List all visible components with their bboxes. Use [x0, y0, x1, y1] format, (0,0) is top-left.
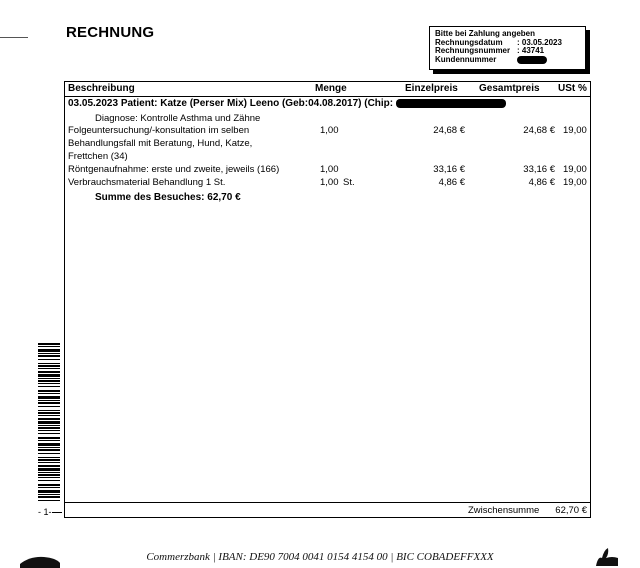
row-quantity: 1,00 — [320, 164, 339, 175]
invoice-table — [64, 81, 591, 518]
row-unit: St. — [343, 177, 355, 188]
customer-number-redaction — [517, 56, 547, 64]
row-vat: 19,00 — [563, 164, 587, 175]
page-number-rule — [52, 512, 62, 513]
col-description: Beschreibung — [68, 83, 135, 94]
customer-number-row — [435, 56, 580, 65]
payment-reference-box — [429, 26, 586, 70]
row-total: 4,86 € — [528, 177, 555, 188]
table-header — [65, 82, 590, 97]
row-vat: 19,00 — [563, 125, 587, 136]
col-quantity: Menge — [315, 83, 347, 94]
invoice-date-label: Rechnungsdatum — [435, 37, 503, 47]
page-edge-rule — [0, 37, 28, 38]
col-total-price: Gesamtpreis — [479, 83, 540, 94]
chip-number-redaction — [396, 99, 506, 108]
row-description-line: Behandlungsfall mit Beratung, Hund, Katze, — [68, 138, 253, 149]
row-quantity: 1,00 — [320, 125, 339, 136]
subtotal-label: Zwischensumme — [468, 505, 540, 516]
footer-logo-fragment — [20, 554, 60, 568]
bank-details: Commerzbank | IBAN: DE90 7004 0041 0154 4154 00 | BIC COBADEFFXXX — [146, 551, 494, 563]
payment-reference-heading: Bitte bei Zahlung angeben — [435, 29, 536, 38]
row-unit-price: 33,16 € — [433, 164, 465, 175]
row-description-line: Röntgenaufnahme: erste und zweite, jeweils (166) — [68, 164, 280, 175]
visit-header: 03.05.2023 Patient: Katze (Perser Mix) Leeno (Geb:04.08.2017) (Chip: — [68, 98, 506, 110]
col-unit-price: Einzelpreis — [405, 83, 458, 94]
customer-number-label: Kundennummer — [435, 54, 497, 64]
row-unit-price: 24,68 € — [433, 125, 465, 136]
document-title: RECHNUNG — [66, 24, 155, 41]
subtotal-value: 62,70 € — [555, 505, 587, 516]
invoice-number-label: Rechnungsnummer — [435, 46, 511, 56]
row-description-line: Frettchen (34) — [68, 151, 128, 162]
row-total: 24,68 € — [523, 125, 555, 136]
col-vat: USt % — [558, 83, 587, 94]
row-unit-price: 4,86 € — [438, 177, 465, 188]
visit-sum: Summe des Besuches: 62,70 € — [95, 192, 241, 203]
row-vat: 19,00 — [563, 177, 587, 188]
invoice-date-value: : 03.05.2023 — [517, 37, 562, 47]
row-description-line: Verbrauchsmaterial Behandlung 1 St. — [68, 177, 226, 188]
row-quantity: 1,00 — [320, 177, 339, 188]
barcode-image — [38, 343, 60, 503]
diagnosis-line: Diagnose: Kontrolle Asthma und Zähne — [95, 113, 261, 124]
page-number: - 1- — [38, 507, 52, 517]
row-total: 33,16 € — [523, 164, 555, 175]
row-description-line: Folgeuntersuchung/-konsultation im selben — [68, 125, 250, 136]
subtotal-divider — [65, 502, 590, 503]
invoice-number-value: : 43741 — [517, 46, 545, 56]
